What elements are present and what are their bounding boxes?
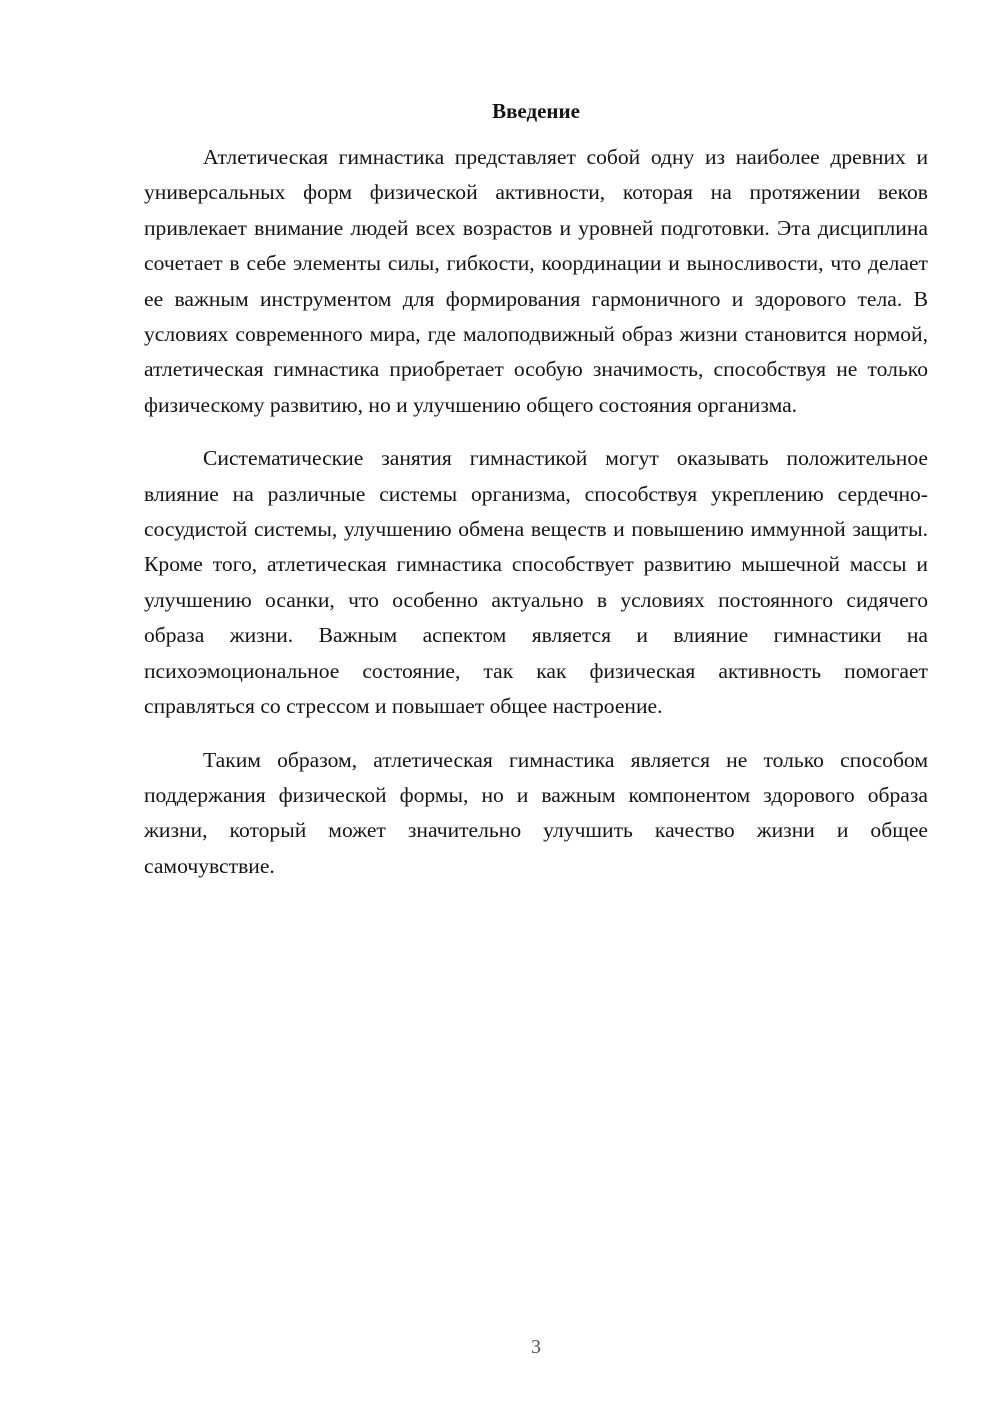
paragraph-3: Таким образом, атлетическая гимнастика является не только способом поддержания физической формы, но и важным компонентом здорового образа жизни, который может значительно улучшить качество жизни и общее самочувствие.	[144, 747, 928, 878]
section-heading: Введение	[492, 99, 580, 123]
paragraph-2: Систематические занятия гимнастикой могут оказывать положительное влияние на различные системы организма, способствуя укреплению сердечно-сосудистой системы, улучшению обмена веществ и повышению иммунной защиты. Кроме того, атлетическая гимнастика способствует развитию мышечной массы и улучшению осанки, что особенно актуально в условиях постоянного сидячего образа жизни. Важным аспектом является и влияние гимнастики на психоэмоциональное состояние, так как физическая активность помогает справляться со стрессом и повышает общее настроение.	[144, 446, 928, 719]
page-number: 3	[531, 1336, 541, 1358]
page-content	[144, 96, 928, 902]
paragraph-1: Атлетическая гимнастика представляет собой одну из наиболее древних и универсальных форм физической активности, которая на протяжении веков привлекает внимание людей всех возрастов и уровней подготовки. Эта дисциплина сочетает в себе элементы силы, гибкости, координации и выносливости, что делает ее важным инструментом для формирования гармоничного и здорового тела. В условиях современного мира, где малоподвижный образ жизни становится нормой, атлетическая гимнастика приобретает особую значимость, способствуя не только физическому развитию, но и улучшению общего состояния организма.	[144, 145, 928, 417]
